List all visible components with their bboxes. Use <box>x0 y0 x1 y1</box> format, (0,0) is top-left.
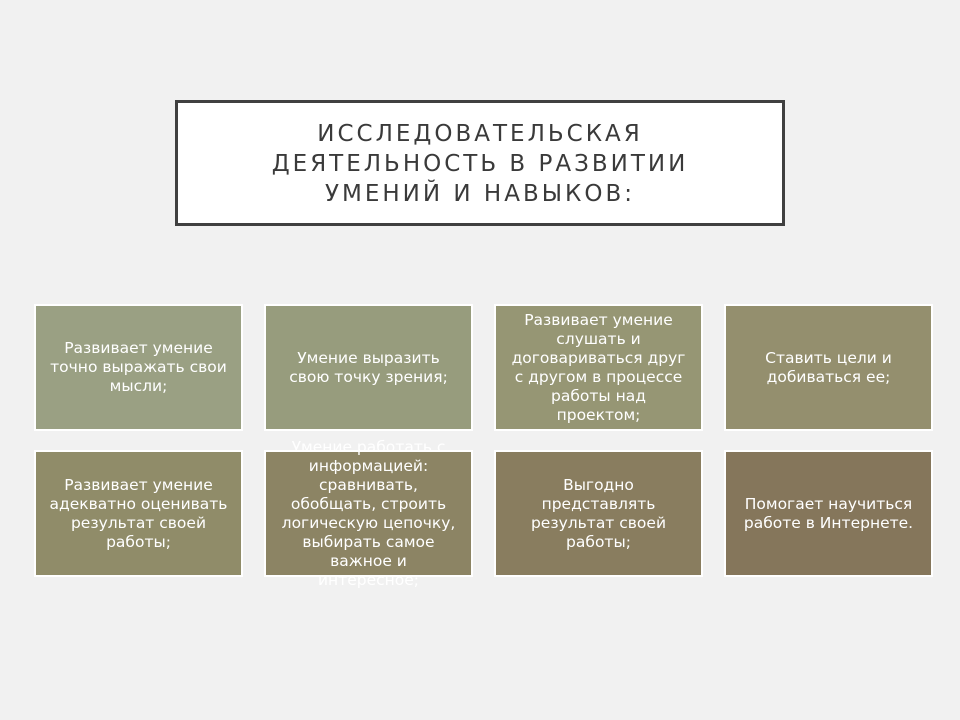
tile-label: Развивает умение точно выражать свои мысли; <box>50 339 227 395</box>
tile-present-results <box>494 450 703 577</box>
tile-label: Умение работать с информацией: сравнивать, обобщать, строить логическую цепочку, выбирать самое важное и интересное; <box>281 437 456 589</box>
tile-express-thoughts <box>34 304 243 431</box>
tile-evaluate-results <box>34 450 243 577</box>
tile-set-goals <box>724 304 933 431</box>
tile-express-opinion <box>264 304 473 431</box>
tile-label: Выгодно представлять результат своей работы; <box>530 475 667 551</box>
tile-internet-skills <box>724 450 933 577</box>
tile-listen-negotiate <box>494 304 703 431</box>
tile-label: Развивает умение слушать и договариваться друг с другом в процессе работы над проектом; <box>511 310 686 424</box>
tile-label: Умение выразить свою точку зрения; <box>289 348 448 386</box>
tile-work-with-information <box>264 437 473 589</box>
tile-label: Развивает умение адекватно оценивать результат своей работы; <box>49 475 228 551</box>
tile-label: Помогает научиться работе в Интернете. <box>743 494 914 532</box>
title-box <box>175 100 785 226</box>
slide-title: ИССЛЕДОВАТЕЛЬСКАЯ ДЕЯТЕЛЬНОСТЬ В РАЗВИТИИ УМЕНИЙ И НАВЫКОВ: <box>271 121 689 207</box>
tile-label: Ставить цели и добиваться ее; <box>765 348 892 386</box>
